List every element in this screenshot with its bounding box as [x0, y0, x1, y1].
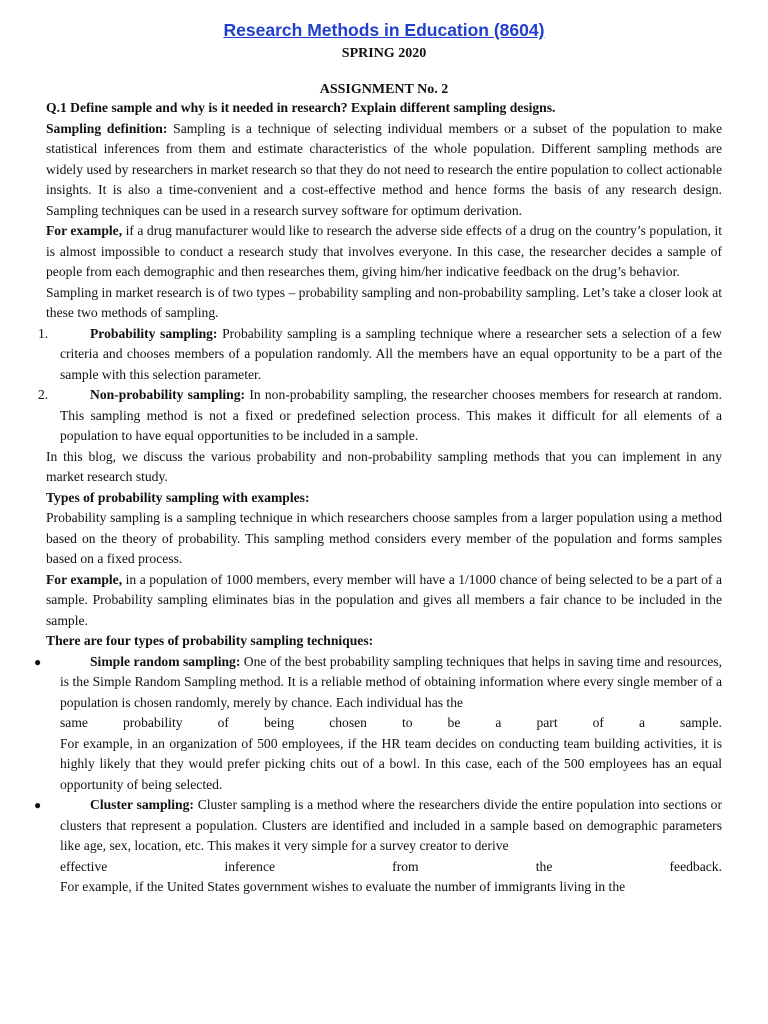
word: a	[495, 715, 502, 730]
list-number: 1.	[38, 325, 49, 341]
word: be	[447, 715, 461, 730]
types-heading: Types of probability sampling with examples:	[46, 489, 310, 505]
bullet-label: Cluster sampling:	[90, 797, 194, 812]
word: from	[392, 858, 419, 874]
numbered-item-text: Probability sampling is a sampling technique where a researcher sets a selection of a few criteria and chooses members of a population randomly. All the members have an equal opportunity to be a part of the sample with this selection parameter.	[60, 325, 722, 382]
word: feedback.	[669, 858, 722, 874]
bullet-icon: ●	[34, 654, 42, 669]
bullet-text: One of the best probability sampling techniques that helps in saving time and resources, is the Simple Random Sampling method. It is a reliable method of obtaining information where every single member of a population is chosen randomly, merely by chance. Each individual has the	[60, 653, 722, 710]
word: inference	[224, 858, 276, 874]
bullet-label: Simple random sampling:	[90, 653, 241, 669]
sampling-definition-text: Sampling is a technique of selecting individual members or a subset of the population to make statistical inferences from them and estimate characteristics of the whole population. Different sampling methods are widely used by researchers in market research so that they do not need to research the entire population to collect actionable insights. It is also a time-convenient and a cost-effective method and hence forms the basis of any research design. Sampling techniques can be used in a research survey software for optimum derivation.	[46, 120, 722, 218]
bullet-text: Cluster sampling is a method where the researchers divide the entire population into sections or clusters that represent a population. Clusters are identified and included in a sample based on demographic parameters like age, sex, location, etc. This makes it very simple for a survey creator to derive	[60, 797, 722, 853]
numbered-item-label: Non-probability sampling:	[90, 387, 246, 402]
word: a	[638, 715, 646, 730]
assignment-label: ASSIGNMENT No. 2	[319, 82, 449, 97]
question-heading: Q.1 Define sample and why is it needed in research? Explain different sampling designs.	[46, 100, 556, 115]
types-intro-paragraph: Sampling in market research is of two types – probability sampling and non-probability sampling. Let’s take a closer look at these two methods of sampling.	[46, 284, 722, 320]
word: to	[401, 715, 413, 730]
blog-paragraph: In this blog, we discuss the various probability and non-probability sampling methods that you can implement in any market research study.	[46, 448, 722, 484]
list-number: 2.	[38, 387, 49, 402]
example-text-2: in a population of 1000 members, every member will have a 1/1000 chance of being selected to be a part of a sample. Probability sampling eliminates bias in the population and gives all members a fair chance to be included in the sample.	[46, 571, 722, 628]
example-paragraph-1	[46, 221, 722, 283]
word: sample.	[680, 715, 722, 730]
word: part	[536, 715, 558, 730]
sampling-definition-label: Sampling definition:	[46, 120, 168, 136]
probability-definition-paragraph: Probability sampling is a sampling technique in which researchers choose samples from a larger population using a method based on the theory of probability. This sampling method considers every member of the population and forms samples based on a fixed process.	[46, 510, 722, 566]
bullet-item-cluster	[34, 795, 722, 898]
numbered-item-text: In non-probability sampling, the researcher chooses members for research at random. This sampling method is not a fixed or predefined selection process. This makes it difficult for all elements of a population to have equal opportunities to be included in a sample.	[60, 387, 722, 443]
word: chosen	[329, 715, 367, 730]
word: effective	[60, 858, 108, 874]
example-label-2: For example,	[46, 571, 123, 587]
bullet-example: For example, in an organization of 500 employees, if the HR team decides on conducting team building activities, it is highly likely that they would prefer picking chits out of a bowl. In this case, each of the 500 employees has an equal opportunity of being selected.	[60, 735, 722, 792]
four-types-heading: There are four types of probability sampling techniques:	[46, 633, 374, 648]
justified-line	[60, 713, 722, 734]
word: the	[535, 858, 553, 874]
sampling-definition-paragraph	[46, 119, 722, 222]
word: of	[217, 715, 229, 730]
example-paragraph-2	[46, 570, 722, 632]
bullet-item-simple-random	[34, 652, 722, 796]
word: probability	[122, 715, 183, 730]
document-body	[34, 98, 722, 898]
document-title[interactable]: Research Methods in Education (8604)	[223, 20, 545, 40]
bullet-icon: ●	[34, 798, 42, 812]
semester-label: SPRING 2020	[341, 46, 427, 61]
example-text-1: if a drug manufacturer would like to research the adverse side effects of a drug on the country’s population, it is almost impossible to conduct a research study that involves everyone. In this case, the researcher decides a sample of people from each demographic and then researches them, giving him/her indicative feedback on the drug’s behavior.	[46, 223, 722, 279]
word: same	[60, 715, 88, 730]
word: being	[263, 715, 295, 730]
numbered-item-non-probability	[38, 385, 722, 447]
numbered-item-label: Probability sampling:	[90, 325, 218, 341]
word: of	[592, 715, 604, 730]
justified-line	[60, 857, 722, 878]
numbered-item-probability	[38, 324, 722, 386]
example-label-1: For example,	[46, 223, 123, 238]
bullet-example: For example, if the United States government wishes to evaluate the number of immigrants living in the	[60, 879, 626, 894]
